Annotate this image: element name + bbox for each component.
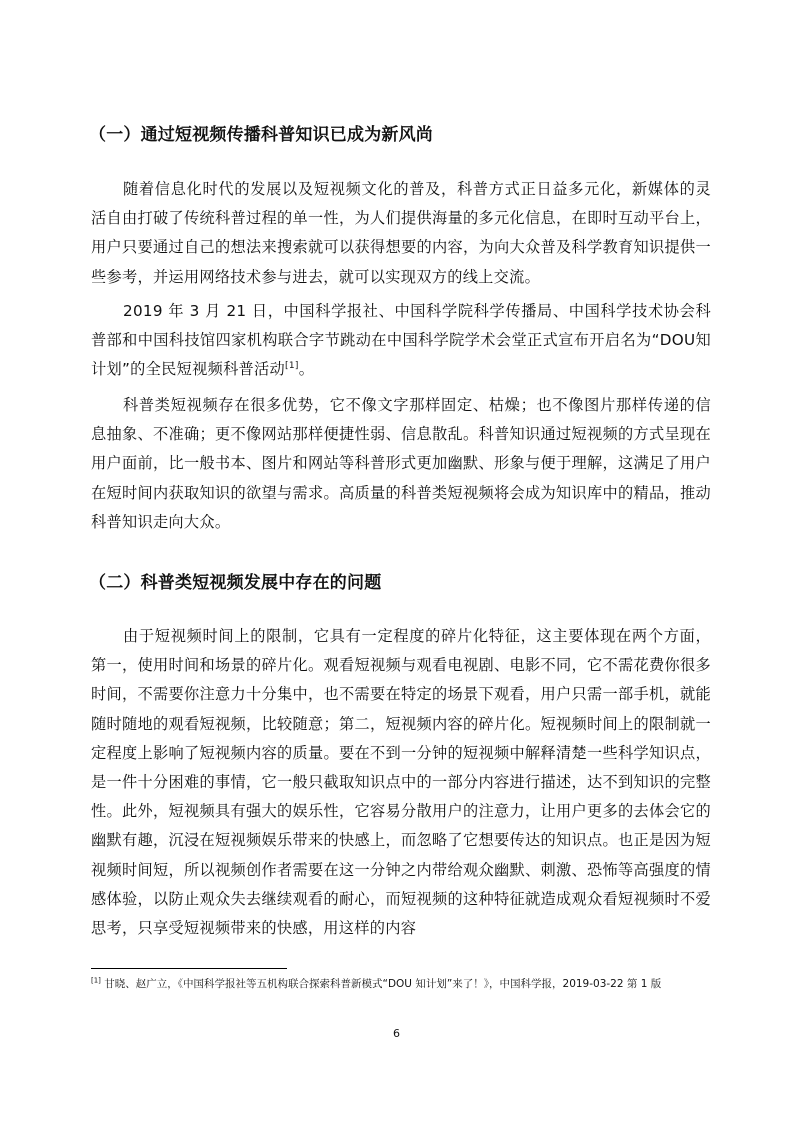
paragraph-2: [91, 297, 711, 385]
paragraph-3-text: 科普类短视频存在很多优势，它不像文字那样固定、枯燥；也不像图片那样传递的信息抽象、不准确；更不像网站那样便捷性弱、信息散乱。科普知识通过短视频的方式呈现在用户面前，比一般书本、图片和网站等科普形式更加幽默、形象与便于理解，这满足了用户在短时间内获取知识的欲望与需求。高质量的科普类短视频将会成为知识库中的精品，推动科普知识走向大众。: [91, 396, 711, 531]
paragraph-4: [91, 622, 711, 943]
page-number: 6: [393, 1027, 400, 1040]
section-heading-1: （一）通过短视频传播科普知识已成为新风尚: [89, 125, 433, 145]
paragraph-2-tail: 。: [298, 360, 315, 379]
paragraph-2-text: 2019 年 3 月 21 日，中国科学报社、中国科学院科学传播局、中国科学技术协会科普部和中国科技馆四家机构联合字节跳动在中国科学院学术会堂正式宣布开启名为“DOU知计划”的全民短视频科普活动: [91, 302, 711, 379]
section-heading-2: （二）科普类短视频发展中存在的问题: [89, 573, 382, 593]
paragraph-1-text: 随着信息化时代的发展以及短视频文化的普及，科普方式正日益多元化，新媒体的灵活自由打破了传统科普过程的单一性，为人们提供海量的多元化信息，在即时互动平台上，用户只要通过自己的想法来搜索就可以获得想要的内容，为向大众普及科学教育知识提供一些参考，并运用网络技术参与进去，就可以实现双方的线上交流。: [91, 180, 711, 286]
paragraph-4-text: 由于短视频时间上的限制，它具有一定程度的碎片化特征，这主要体现在两个方面，第一，使用时间和场景的碎片化。观看短视频与观看电视剧、电影不同，它不需花费你很多时间，不需要你注意力十分集中，也不需要在特定的场景下观看，用户只需一部手机，就能随时随地的观看短视频，比较随意；第二，短视频内容的碎片化。短视频时间上的限制就一定程度上影响了短视频内容的质量。要在不到一分钟的短视频中解释清楚一些科学知识点，是一件十分困难的事情，它一般只截取知识点中的一部分内容进行描述，达不到知识的完整性。此外，短视频具有强大的娱乐性，它容易分散用户的注意力，让用户更多的去体会它的幽默有趣，沉浸在短视频娱乐带来的快感上，而忽略了它想要传达的知识点。也正是因为短视频时间短，所以视频创作者需要在这一分钟之内带给观众幽默、刺激、恐怖等高强度的情感体验，以防止观众失去继续观看的耐心，而短视频的这种特征就造成观众看短视频时不爱思考，只享受短视频带来的快感，用这样的内容: [91, 627, 711, 938]
footnote: [91, 975, 711, 993]
footnote-text: 甘晓、赵广立，《中国科学报社等五机构联合探索科普新模式“DOU 知计划”来了！》，中国科学报，2019-03-22 第 1 版: [100, 978, 662, 990]
paragraph-1: [91, 175, 711, 292]
footnote-divider: [91, 968, 287, 969]
footnote-reference: [1]: [285, 361, 299, 372]
paragraph-3: [91, 391, 711, 537]
footnote-marker: [1]: [91, 976, 101, 985]
